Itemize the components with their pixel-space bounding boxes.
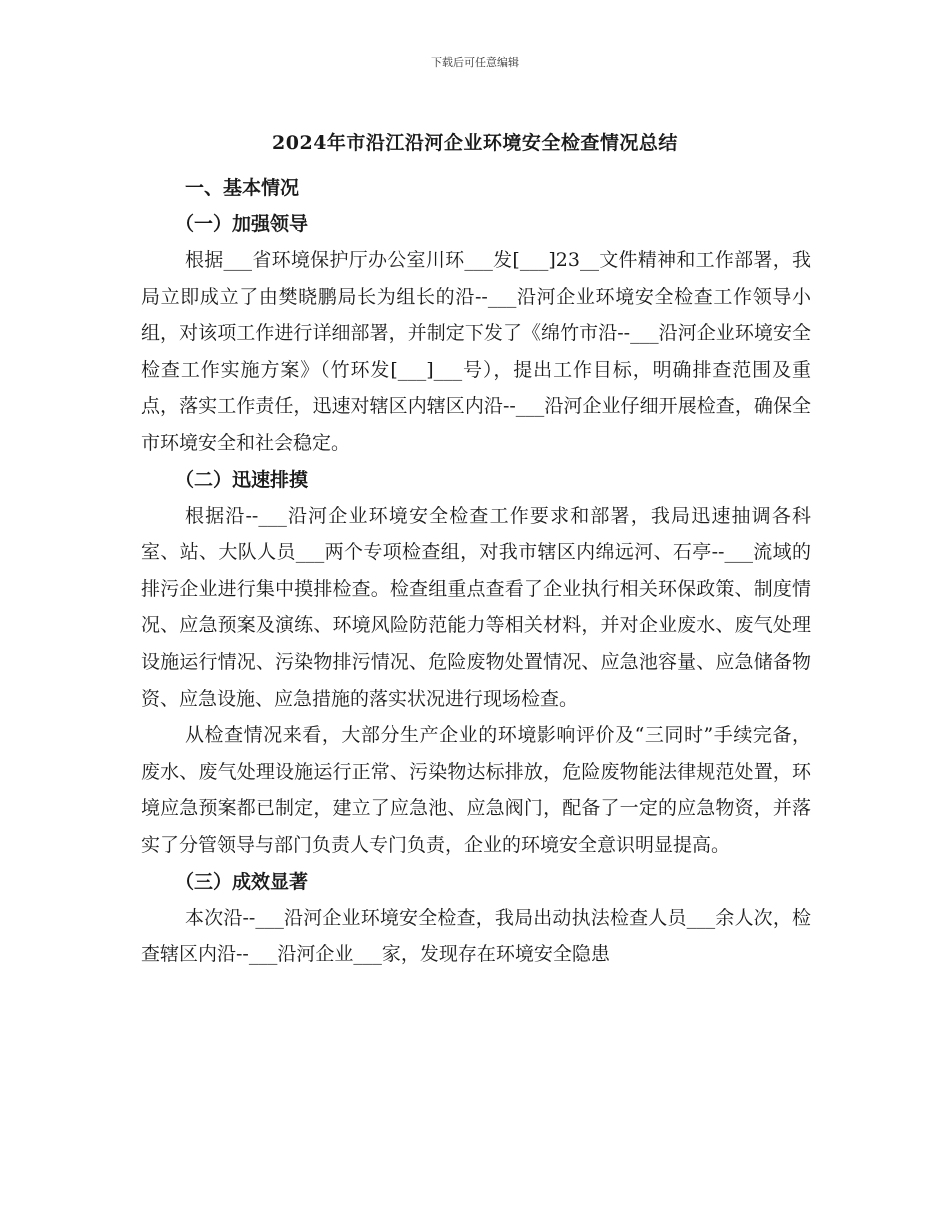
paragraph: 根据沿--___沿河企业环境安全检查工作要求和部署，我局迅速抽调各科室、站、大队人员___两个专项检查组，对我市辖区内绵远河、石亭--___流域的排污企业进行集中摸排检查。检查组重点查看了企业执行相关环保政策、制度情况、应急预案及演练、环境风险防范能力等相关材料，并对企业废水、废气处理设施运行情况、污染物排污情况、危险废物处置情况、应急池容量、应急储备物资、应急设施、应急措施的落实状况进行现场检查。 <box>141 504 811 710</box>
paragraph: 根据___省环境保护厅办公室川环___发[___]23__文件精神和工作部署，我局立即成立了由樊晓鹏局长为组长的沿--___沿河企业环境安全检查工作领导小组，对该项工作进行详细部署，并制定下发了《绵竹市沿--___沿河企业环境安全检查工作实施方案》（竹环发[___]___号），提出工作目标，明确排查范围及重点，落实工作责任，迅速对辖区内辖区内沿--___沿河企业仔细开展检查，确保全市环境安全和社会稳定。 <box>141 249 811 454</box>
subsection-heading-survey: （二）迅速排摸 <box>175 468 309 491</box>
paragraph: 本次沿--___沿河企业环境安全检查，我局出动执法检查人员___余人次，检查辖区内沿--___沿河企业___家，发现存在环境安全隐患 <box>141 906 811 966</box>
document-title: 2024年市沿江沿河企业环境安全检查情况总结 <box>272 132 678 154</box>
header-note: 下载后可任意编辑 <box>431 56 519 69</box>
subsection-heading-leadership: （一）加强领导 <box>175 213 309 235</box>
paragraph: 从检查情况来看，大部分生产企业的环境影响评价及“三同时”手续完备，废水、废气处理设施运行正常、污染物达标排放，危险废物能法律规范处置，环境应急预案都已制定，建立了应急池、应急阀门，配备了一定的应急物资，并落实了分管领导与部门负责人专门负责，企业的环境安全意识明显提高。 <box>141 724 811 856</box>
subsection-heading-results: （三）成效显著 <box>175 870 309 893</box>
document-body <box>141 170 811 973</box>
section-heading-basic: 一、基本情况 <box>185 177 300 199</box>
